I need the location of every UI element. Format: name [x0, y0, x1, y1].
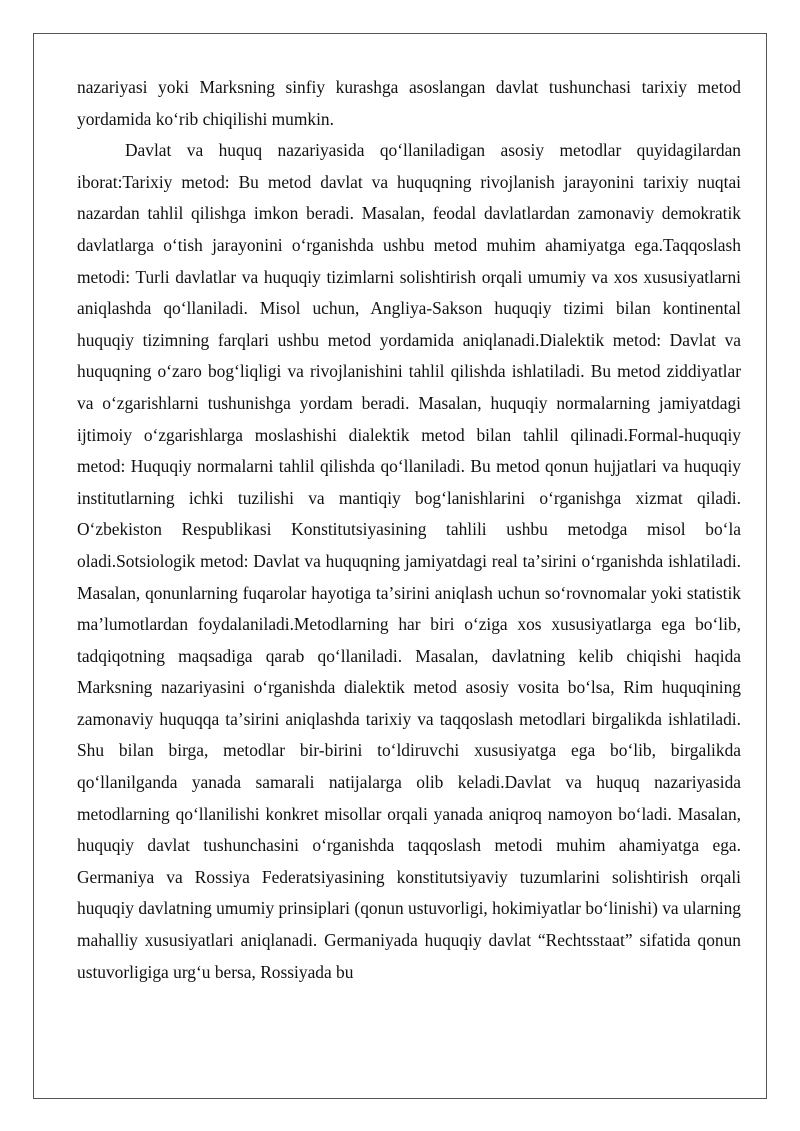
paragraph-methods: Davlat va huquq nazariyasida qoʻllaniladigan asosiy metodlar quyidagilardan iborat:Tarixiy metod: Bu metod davlat va huquqning rivojlanish jarayonini tarixiy nuqtai nazardan tahlil qilishga imkon beradi. Masalan, feodal davlatlardan zamonaviy demokratik davlatlarga oʻtish jarayonini oʻrganishda ushbu metod muhim ahamiyatga ega.Taqqoslash metodi: Turli davlatlar va huquqiy tizimlarni solishtirish orqali umumiy va xos xususiyatlarni aniqlashda qoʻllaniladi. Misol uchun, Angliya-Sakson huquqiy tizimi bilan kontinental huquqiy tizimning farqlari ushbu metod yordamida aniqlanadi.Dialektik metod: Davlat va huquqning oʻzaro bogʻliqligi va rivojlanishini tahlil qilishda ishlatiladi. Bu metod ziddiyatlar va oʻzgarishlarni tushunishga yordam beradi. Masalan, huquqiy normalarning jamiyatdagi ijtimoiy oʻzgarishlarga moslashishi dialektik metod bilan tahlil qilinadi.Formal-huquqiy metod: Huquqiy normalarni tahlil qilishda qoʻllaniladi. Bu metod qonun hujjatlari va huquqiy institutlarning ichki tuzilishi va mantiqiy bogʻlanishlarini oʻrganishga xizmat qiladi. Oʻzbekiston Respublikasi Konstitutsiyasining tahlili ushbu metodga misol boʻla oladi.Sotsiologik metod: Davlat va huquqning jamiyatdagi real taʼsirini oʻrganishda ishlatiladi. Masalan, qonunlarning fuqarolar hayotiga taʼsirini aniqlash uchun soʻrovnomalar yoki statistik maʼlumotlardan foydalaniladi.Metodlarning har biri oʻziga xos xususiyatlarga ega boʻlib, tadqiqotning maqsadiga qarab qoʻllaniladi. Masalan, davlatning kelib chiqishi haqida Marksning nazariyasini oʻrganishda dialektik metod asosiy vosita boʻlsa, Rim huquqining zamonaviy huquqqa taʼsirini aniqlashda tarixiy va taqqoslash metodlari birgalikda ishlatiladi. Shu bilan birga, metodlar bir-birini toʻldiruvchi xususiyatga ega boʻlib, birgalikda qoʻllanilganda yanada samarali natijalarga olib keladi.Davlat va huquq nazariyasida metodlarning qoʻllanilishi konkret misollar orqali yanada aniqroq namoyon boʻladi. Masalan, huquqiy davlat tushunchasini oʻrganishda taqqoslash metodi muhim ahamiyatga ega. Germaniya va Rossiya Federatsiyasining konstitutsiyaviy tuzumlarini solishtirish orqali huquqiy davlatning umumiy prinsiplari (qonun ustuvorligi, hokimiyatlar boʻlinishi) va ularning mahalliy xususiyatlari aniqlanadi. Germaniyada huquqiy davlat “Rechtsstaat” sifatida qonun ustuvorligiga urgʻu bersa, Rossiyada bu: [77, 140, 741, 982]
document-body: [77, 72, 741, 988]
paragraph-continuation: nazariyasi yoki Marksning sinfiy kurashga asoslangan davlat tushunchasi tarixiy metod yordamida koʻrib chiqilishi mumkin.: [77, 77, 741, 129]
